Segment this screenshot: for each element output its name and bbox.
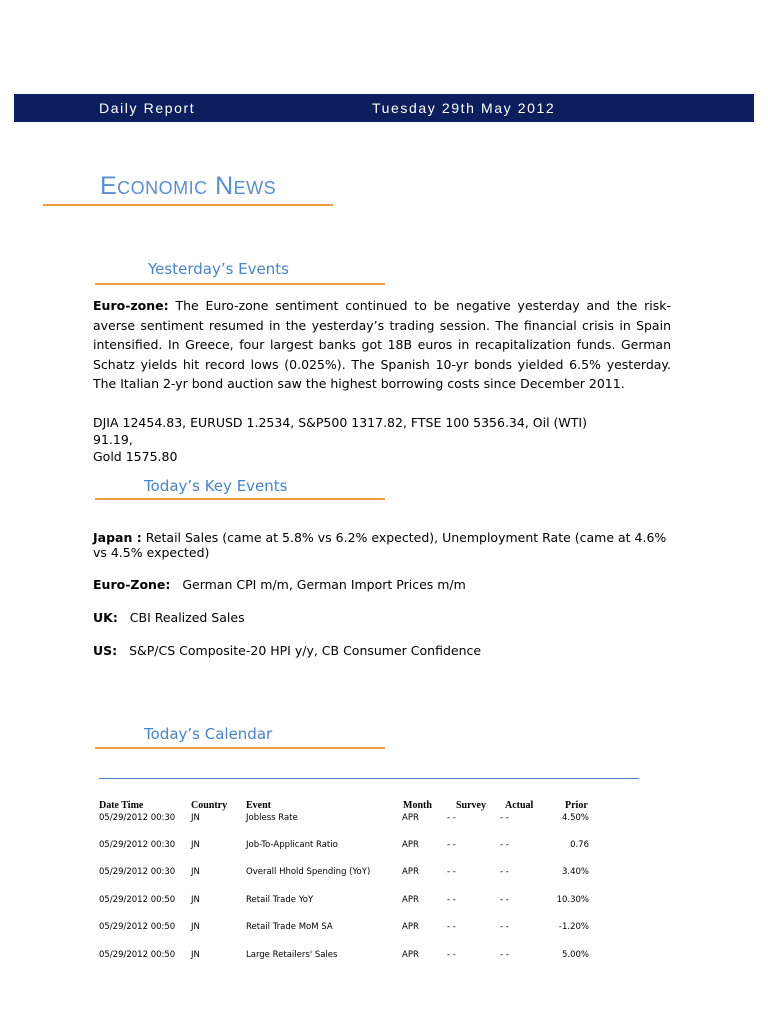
table-row (0, 950, 768, 964)
col-header-event: Event (246, 800, 271, 811)
cell-country: JN (191, 922, 200, 932)
cell-prior: 0.76 (570, 840, 589, 850)
cell-month: APR (402, 895, 419, 905)
cell-survey: - - (447, 840, 456, 850)
cell-country: JN (191, 950, 200, 960)
cell-month: APR (402, 867, 419, 877)
cell-survey: - - (447, 867, 456, 877)
cell-date: 05/29/2012 00:50 (99, 922, 176, 932)
cell-prior: 4.50% (561, 813, 589, 823)
key-event-japan (93, 530, 673, 560)
col-header-prior: Prior (565, 800, 588, 811)
key-event-text: German CPI m/m, German Import Prices m/m (182, 577, 466, 592)
cell-date: 05/29/2012 00:30 (99, 840, 176, 850)
cell-month: APR (402, 922, 419, 932)
cell-event: Overall Hhold Spending (YoY) (246, 867, 371, 877)
cell-country: JN (191, 895, 200, 905)
table-row (0, 922, 768, 936)
key-event-us (93, 643, 673, 658)
cell-survey: - - (447, 922, 456, 932)
cell-month: APR (402, 950, 419, 960)
key-event-label: US: (93, 643, 118, 658)
report-header-band (14, 94, 754, 122)
col-header-date: Date Time (99, 800, 144, 811)
report-type: Daily Report (99, 100, 196, 116)
cell-country: JN (191, 813, 200, 823)
yesterday-label: Euro-zone: (93, 298, 169, 313)
key-events-divider (95, 498, 385, 500)
cell-actual: - - (500, 895, 509, 905)
col-header-month: Month (403, 800, 432, 811)
cell-prior: 5.00% (561, 950, 589, 960)
cell-event: Retail Trade MoM SA (246, 922, 333, 932)
report-date: Tuesday 29th May 2012 (372, 100, 556, 116)
cell-date: 05/29/2012 00:30 (99, 867, 176, 877)
key-event-label: Euro-Zone: (93, 577, 171, 592)
cell-survey: - - (447, 895, 456, 905)
key-event-label: UK: (93, 610, 118, 625)
col-header-country: Country (191, 800, 228, 811)
title-divider (43, 204, 333, 206)
market-line-1: DJIA 12454.83, EURUSD 1.2534, S&P500 1317.82, FTSE 100 5356.34, Oil (WTI) 91.19, (93, 415, 587, 447)
cell-event: Large Retailers' Sales (246, 950, 338, 960)
table-row (0, 867, 768, 881)
cell-actual: - - (500, 922, 509, 932)
cell-actual: - - (500, 867, 509, 877)
cell-month: APR (402, 840, 419, 850)
yesterday-paragraph (93, 296, 671, 394)
cell-event: Jobless Rate (246, 813, 298, 823)
market-summary (93, 414, 613, 465)
key-event-text: S&P/CS Composite-20 HPI y/y, CB Consumer Confidence (129, 643, 482, 658)
key-event-uk (93, 610, 673, 625)
yesterday-text: The Euro-zone sentiment continued to be negative yesterday and the risk-averse sentiment resumed in the yesterday’s trading session. The financial crisis in Spain intensified. In Greece, four largest banks got 18B euros in recapitalization funds. German Schatz yields hit record lows (0.025%). The Spanish 10-yr bonds yielded 6.5% yesterday. The Italian 2-yr bond auction saw the highest borrowing costs since December 2011. (93, 298, 671, 391)
cell-event: Retail Trade YoY (246, 895, 314, 905)
calendar-divider (95, 747, 385, 749)
table-row (0, 895, 768, 909)
cell-actual: - - (500, 950, 509, 960)
cell-survey: - - (447, 813, 456, 823)
key-events-heading: Today’s Key Events (144, 477, 288, 495)
key-event-eurozone (93, 577, 673, 592)
cell-prior: -1.20% (558, 922, 589, 932)
col-header-survey: Survey (456, 800, 486, 811)
cell-country: JN (191, 867, 200, 877)
cell-country: JN (191, 840, 200, 850)
table-row (0, 813, 768, 827)
cell-actual: - - (500, 813, 509, 823)
cell-date: 05/29/2012 00:30 (99, 813, 176, 823)
yesterday-divider (95, 283, 385, 285)
col-header-actual: Actual (505, 800, 534, 811)
cell-event: Job-To-Applicant Ratio (246, 840, 338, 850)
yesterday-heading: Yesterday’s Events (148, 260, 289, 278)
key-event-text: CBI Realized Sales (129, 610, 245, 625)
cell-month: APR (402, 813, 419, 823)
cell-survey: - - (447, 950, 456, 960)
cell-date: 05/29/2012 00:50 (99, 895, 176, 905)
key-event-text: Retail Sales (came at 5.8% vs 6.2% expected), Unemployment Rate (came at 4.6% vs 4.5% expected) (93, 530, 667, 560)
cell-prior: 3.40% (561, 867, 589, 877)
calendar-table-rule (99, 778, 639, 779)
key-event-label: Japan : (93, 530, 142, 545)
calendar-heading: Today’s Calendar (144, 725, 273, 743)
cell-date: 05/29/2012 00:50 (99, 950, 176, 960)
page-title: Economic News (100, 172, 277, 200)
table-row (0, 840, 768, 854)
cell-actual: - - (500, 840, 509, 850)
market-line-2: Gold 1575.80 (93, 449, 178, 464)
cell-prior: 10.30% (556, 895, 589, 905)
